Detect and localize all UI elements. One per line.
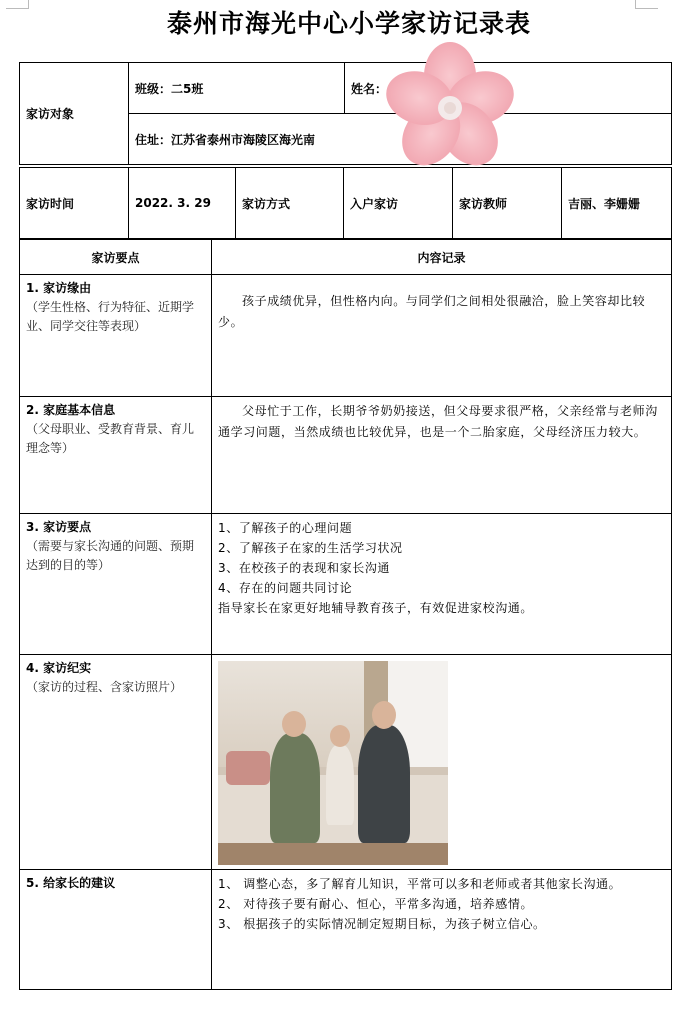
section-content-advice — [212, 870, 672, 990]
visit-info-table — [19, 167, 672, 239]
section-title: 5. 给家长的建议 — [26, 876, 116, 890]
section-title: 4. 家访纪实 — [26, 661, 92, 675]
visit-target-table — [19, 62, 672, 165]
privacy-flower-sticker — [384, 40, 516, 172]
section-row-advice — [20, 870, 672, 990]
col-header-record: 内容记录 — [212, 240, 672, 275]
section-desc: （需要与家长沟通的问题、预期达到的目的等） — [26, 539, 195, 572]
section-desc: （学生性格、行为特征、近期学业、同学交往等表现） — [26, 300, 195, 333]
visit-record-table — [19, 239, 672, 990]
address-text: 住址：江苏省泰州市海陵区海光南 — [135, 132, 316, 147]
class-field: 班级：二5班 — [129, 63, 345, 114]
photo-person-child — [326, 745, 354, 825]
list-item: 1、 调整心态，多了解育儿知识，平常可以多和老师或者其他家长沟通。 — [218, 877, 622, 891]
section-label-advice — [20, 870, 212, 990]
photo-person-right — [358, 725, 410, 843]
section-label-reason — [20, 275, 212, 397]
section-row-record — [20, 655, 672, 870]
visit-time-value: 2022. 3. 29 — [129, 168, 236, 239]
family-text: 父母忙于工作，长期爷爷奶奶接送，但父母要求很严格，父亲经常与老师沟通学习问题，当然成绩也比较优异，也是一个二胎家庭，父母经济压力较大。 — [218, 404, 658, 439]
photo-head-left — [282, 711, 306, 737]
list-item: 2、了解孩子在家的生活学习状况 — [218, 541, 403, 555]
section-label-family — [20, 397, 212, 514]
section-title: 1. 家访缘由 — [26, 281, 92, 295]
reason-text: 孩子成绩优异，但性格内向。与同学们之间相处很融洽，脸上笑容却比较少。 — [218, 294, 646, 329]
list-item: 指导家长在家更好地辅导教育孩子，有效促进家校沟通。 — [218, 601, 534, 615]
visit-time-label: 家访时间 — [20, 168, 129, 239]
page-title: 泰州市海光中心小学家访记录表 — [166, 9, 531, 38]
list-item: 2、 对待孩子要有耐心、恒心，平常多沟通，培养感情。 — [218, 897, 534, 911]
section-content-points — [212, 514, 672, 655]
section-desc: （家访的过程、含家访照片） — [26, 680, 183, 694]
section-title: 3. 家访要点 — [26, 520, 92, 534]
photo-person-left — [270, 733, 320, 843]
visit-teacher-label: 家访教师 — [453, 168, 562, 239]
photo-head-child — [330, 725, 350, 747]
section-label-points — [20, 514, 212, 655]
photo-floor — [218, 843, 448, 865]
section-content-family — [212, 397, 672, 514]
visit-info-row — [20, 168, 672, 239]
visit-method-value: 入户家访 — [344, 168, 453, 239]
section-row-reason — [20, 275, 672, 397]
list-item: 3、在校孩子的表现和家长沟通 — [218, 561, 391, 575]
section-label-record — [20, 655, 212, 870]
target-row-class — [20, 63, 672, 114]
visit-method-label: 家访方式 — [236, 168, 344, 239]
section-row-family — [20, 397, 672, 514]
col-header-points: 家访要点 — [20, 240, 212, 275]
section-content-reason — [212, 275, 672, 397]
section-desc: （父母职业、受教育背景、育儿理念等） — [26, 422, 195, 455]
section-row-points — [20, 514, 672, 655]
list-item: 4、存在的问题共同讨论 — [218, 581, 353, 595]
photo-pillow — [226, 751, 270, 785]
record-header-row — [20, 240, 672, 275]
list-item: 1、了解孩子的心理问题 — [218, 521, 353, 535]
photo-head-right — [372, 701, 396, 729]
section-title: 2. 家庭基本信息 — [26, 403, 116, 417]
visit-teacher-value: 吉丽、李姗姗 — [562, 168, 672, 239]
target-label: 家访对象 — [20, 63, 129, 165]
section-content-record — [212, 655, 672, 870]
name-field: 姓名： — [345, 63, 672, 114]
list-item: 3、 根据孩子的实际情况制定短期目标，为孩子树立信心。 — [218, 917, 546, 931]
home-visit-photo — [218, 661, 448, 865]
